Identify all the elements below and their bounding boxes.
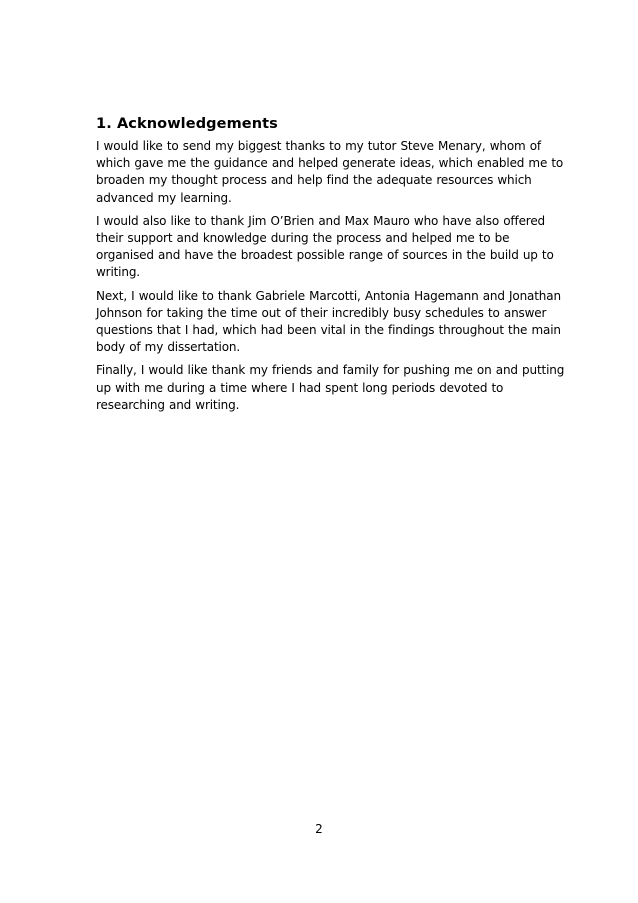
paragraph-family-thanks: Finally, I would like thank my friends and family for pushing me on and putting up with me during a time where I had spent long periods devoted to researching and writing. xyxy=(96,363,565,412)
page-number: 2 xyxy=(315,822,323,836)
section-heading: 1. Acknowledgements xyxy=(96,116,278,132)
paragraph-tutor-thanks: I would like to send my biggest thanks to my tutor Steve Menary, whom of which gave me the guidance and helped generate ideas, which enabled me to broaden my thought process and help find the adequate resources which advanced my learning. xyxy=(96,139,564,205)
paragraph-support-thanks: I would also like to thank Jim O’Brien and Max Mauro who have also offered their support and knowledge during the process and helped me to be organised and have the broadest possible range of sources in the build up to writing. xyxy=(96,213,554,280)
paragraph-interviewee-thanks: Next, I would like to thank Gabriele Marcotti, Antonia Hagemann and Jonathan Johnson for taking the time out of their incredibly busy schedules to answer questions that I had, which had been vital in the findings throughout the main body of my dissertation. xyxy=(96,288,561,355)
page-content xyxy=(96,114,566,420)
